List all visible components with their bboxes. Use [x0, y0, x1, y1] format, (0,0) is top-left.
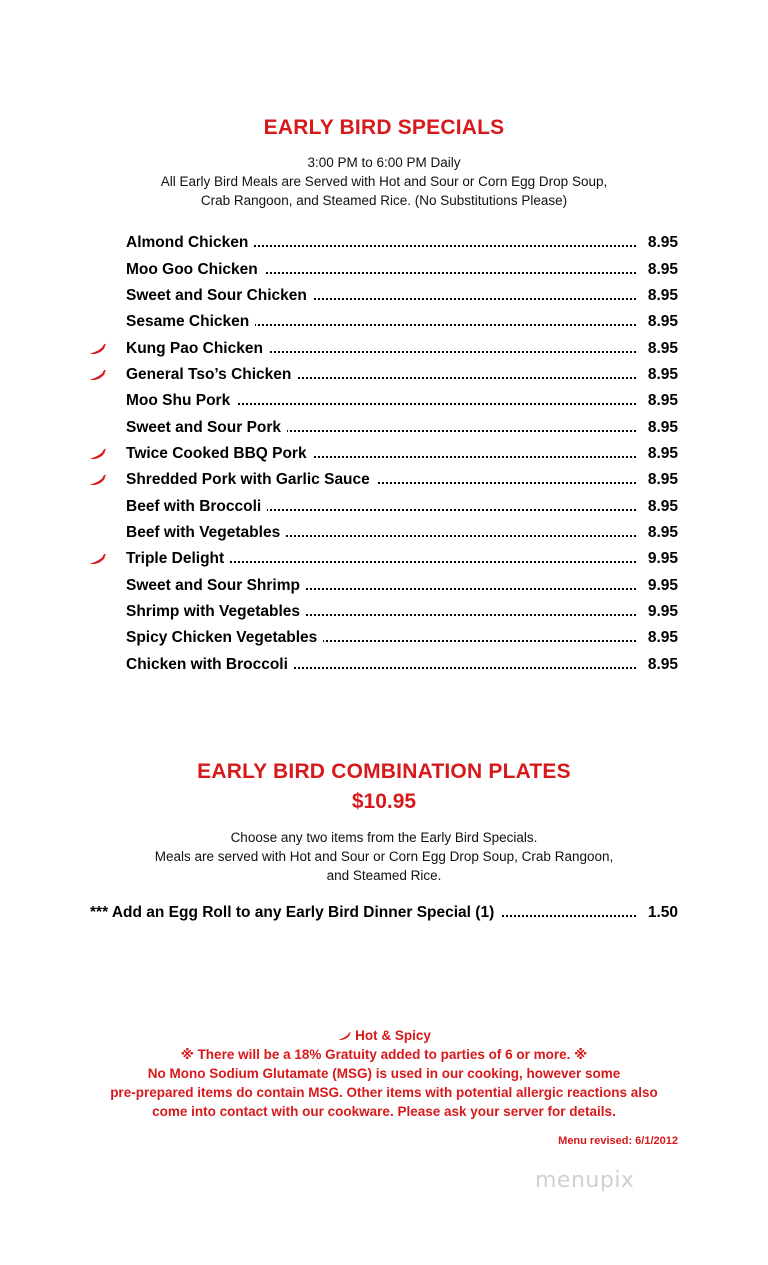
menu-item-row — [88, 493, 680, 519]
menu-item-price: 8.95 — [642, 445, 678, 463]
chili-pepper-icon — [88, 449, 106, 461]
menu-item-name: Spicy Chicken Vegetables — [126, 629, 323, 647]
combo-desc-line2: Meals are served with Hot and Sour or Corn Egg Drop Soup, Crab Rangoon, — [154, 849, 614, 864]
menu-item-row — [88, 467, 680, 493]
combo-title: EARLY BIRD COMBINATION PLATES — [197, 760, 571, 783]
menu-item-row — [88, 256, 680, 282]
chili-pepper-icon — [88, 475, 106, 487]
msg-note-line1: No Mono Sodium Glutamate (MSG) is used in our cooking, however some — [147, 1066, 621, 1081]
combo-desc-line1: Choose any two items from the Early Bird Specials. — [230, 830, 538, 845]
watermark: menupix — [535, 1168, 635, 1193]
menu-item-row — [88, 230, 680, 256]
notes-section — [0, 1026, 768, 1121]
combo-desc-line3: and Steamed Rice. — [326, 868, 442, 883]
menu-item-price: 8.95 — [642, 419, 678, 437]
menu-item-row — [88, 599, 680, 625]
menu-item-price: 8.95 — [642, 234, 678, 252]
chili-pepper-icon — [337, 1032, 351, 1041]
menu-item-row — [88, 572, 680, 598]
early-bird-desc-line2: Crab Rangoon, and Steamed Rice. (No Substitutions Please) — [200, 193, 568, 208]
early-bird-desc-line1: All Early Bird Meals are Served with Hot and Sour or Corn Egg Drop Soup, — [160, 174, 608, 189]
spicy-legend-text: Hot & Spicy — [355, 1028, 431, 1043]
menu-item-name: Moo Goo Chicken — [126, 261, 264, 279]
menu-item-price: 8.95 — [642, 313, 678, 331]
menu-item-name: Almond Chicken — [126, 234, 254, 252]
menu-item-price: 8.95 — [642, 392, 678, 410]
menu-item-row — [88, 546, 680, 572]
menu-item-price: 8.95 — [642, 656, 678, 674]
menu-item-price: 9.95 — [642, 550, 678, 568]
menu-item-name: Shrimp with Vegetables — [126, 603, 306, 621]
addon-name: *** Add an Egg Roll to any Early Bird Dinner Special (1) — [90, 904, 500, 922]
egg-roll-addon-row — [90, 900, 680, 926]
menu-item-row — [88, 335, 680, 361]
menu-item-price: 8.95 — [642, 524, 678, 542]
menu-item-name: Moo Shu Pork — [126, 392, 236, 410]
msg-note-line2: pre-prepared items do contain MSG. Other items with potential allergic reactions also — [110, 1085, 658, 1100]
msg-note-line3: come into contact with our cookware. Please ask your server for details. — [152, 1104, 616, 1119]
menu-item-price: 8.95 — [642, 471, 678, 489]
menu-item-row — [88, 520, 680, 546]
menu-item-row — [88, 625, 680, 651]
menu-item-name: Sweet and Sour Chicken — [126, 287, 313, 305]
menu-item-row — [88, 414, 680, 440]
combo-price: $10.95 — [351, 790, 417, 813]
menu-item-name: Twice Cooked BBQ Pork — [126, 445, 313, 463]
menu-revised-date: Menu revised: 6/1/2012 — [558, 1135, 678, 1147]
menu-item-name: Kung Pao Chicken — [126, 340, 269, 358]
menu-item-row — [88, 652, 680, 678]
menu-item-price: 8.95 — [642, 629, 678, 647]
early-bird-title: EARLY BIRD SPECIALS — [263, 116, 505, 139]
early-bird-hours: 3:00 PM to 6:00 PM Daily — [307, 155, 461, 170]
menu-item-price: 9.95 — [642, 577, 678, 595]
menu-item-price: 8.95 — [642, 498, 678, 516]
menu-item-name: Beef with Broccoli — [126, 498, 267, 516]
menu-item-name: Triple Delight — [126, 550, 230, 568]
menu-item-name: Sweet and Sour Pork — [126, 419, 287, 437]
menu-item-row — [88, 283, 680, 309]
menu-item-name: Shredded Pork with Garlic Sauce — [126, 471, 376, 489]
chili-pepper-icon — [88, 343, 106, 355]
menu-item-price: 8.95 — [642, 261, 678, 279]
menu-item-name: Sesame Chicken — [126, 313, 255, 331]
menu-item-price: 8.95 — [642, 340, 678, 358]
spicy-legend — [0, 1026, 768, 1045]
menu-item-row — [88, 388, 680, 414]
menu-item-name: Chicken with Broccoli — [126, 656, 294, 674]
gratuity-note: ※ There will be a 18% Gratuity added to parties of 6 or more. ※ — [180, 1047, 588, 1062]
menu-item-price: 8.95 — [642, 366, 678, 384]
addon-price: 1.50 — [642, 904, 678, 922]
menu-item-price: 9.95 — [642, 603, 678, 621]
menu-item-name: Beef with Vegetables — [126, 524, 286, 542]
early-bird-menu-list — [88, 230, 680, 678]
menu-item-name: General Tso’s Chicken — [126, 366, 297, 384]
chili-pepper-icon — [88, 554, 106, 566]
menu-item-row — [88, 362, 680, 388]
menu-item-price: 8.95 — [642, 287, 678, 305]
menu-item-name: Sweet and Sour Shrimp — [126, 577, 306, 595]
menu-item-row — [88, 309, 680, 335]
chili-pepper-icon — [88, 369, 106, 381]
menu-item-row — [88, 441, 680, 467]
